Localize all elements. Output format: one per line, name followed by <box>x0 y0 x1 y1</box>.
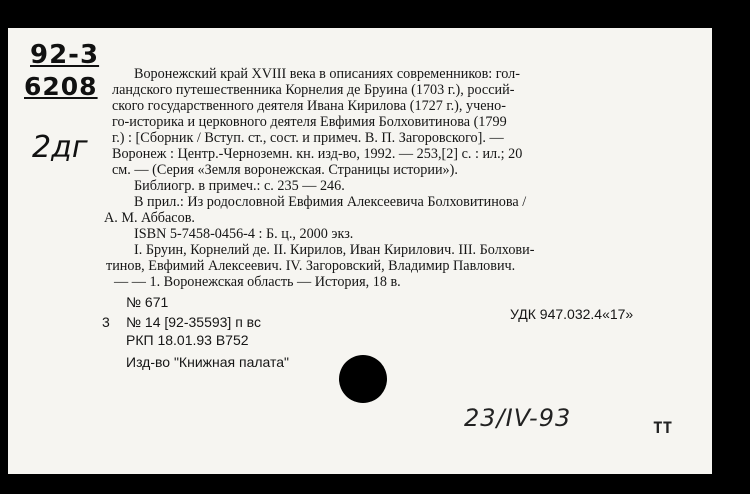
stamp-mark: ТТ <box>653 418 673 437</box>
body-line: — — 1. Воронежская область — История, 18 в. <box>114 274 401 290</box>
handwritten-code-bottom: 6208 <box>24 72 98 101</box>
body-line: Воронежский край XVIII века в описаниях современников: гол- <box>134 66 520 82</box>
body-line: го-историка и церковного деятеля Евфимия Болховитинова (1799 <box>112 114 507 130</box>
handwritten-date: 23/IV-93 <box>464 404 572 432</box>
body-line: В прил.: Из родословной Евфимия Алексеевича Болховитинова / <box>134 194 527 210</box>
body-line: см. — (Серия «Земля воронежская. Страницы истории»). <box>112 162 458 178</box>
body-line: г.) : [Сборник / Вступ. ст., сост. и примеч. В. П. Загоровского]. — <box>112 130 504 146</box>
body-line: I. Бруин, Корнелий де. II. Кирилов, Иван Кирилович. III. Болхови- <box>134 242 535 258</box>
body-line: Воронеж : Центр.-Черноземн. кн. изд-во, 1992. — 253,[2] с. : ил.; 20 <box>112 146 523 162</box>
catalog-card <box>8 28 712 474</box>
body-line: тинов, Евфимий Алексеевич. IV. Загоровский, Владимир Павлович. <box>106 258 516 274</box>
body-line: А. М. Аббасов. <box>104 210 195 226</box>
publisher-line: Изд-во "Книжная палата" <box>126 354 290 370</box>
handwritten-side-mark: 2дг <box>32 130 88 165</box>
body-line: ландского путешественника Корнелия де Бруина (1703 г.), россий- <box>112 82 515 98</box>
card-number: № 671 <box>126 294 169 310</box>
rkp-line: РКП 18.01.93 В752 <box>126 332 249 348</box>
handwritten-code-top: 92-3 <box>30 40 100 70</box>
margin-digit: 3 <box>102 314 110 330</box>
punch-hole <box>339 355 387 403</box>
udk-code: УДК 947.032.4«17» <box>510 306 634 322</box>
body-line: Библиогр. в примеч.: с. 235 — 246. <box>134 178 345 194</box>
body-line: ISBN 5-7458-0456-4 : Б. ц., 2000 экз. <box>134 226 354 242</box>
order-number: № 14 [92-35593] п вс <box>126 314 261 330</box>
body-line: ского государственного деятеля Ивана Кирилова (1727 г.), учено- <box>112 98 506 114</box>
